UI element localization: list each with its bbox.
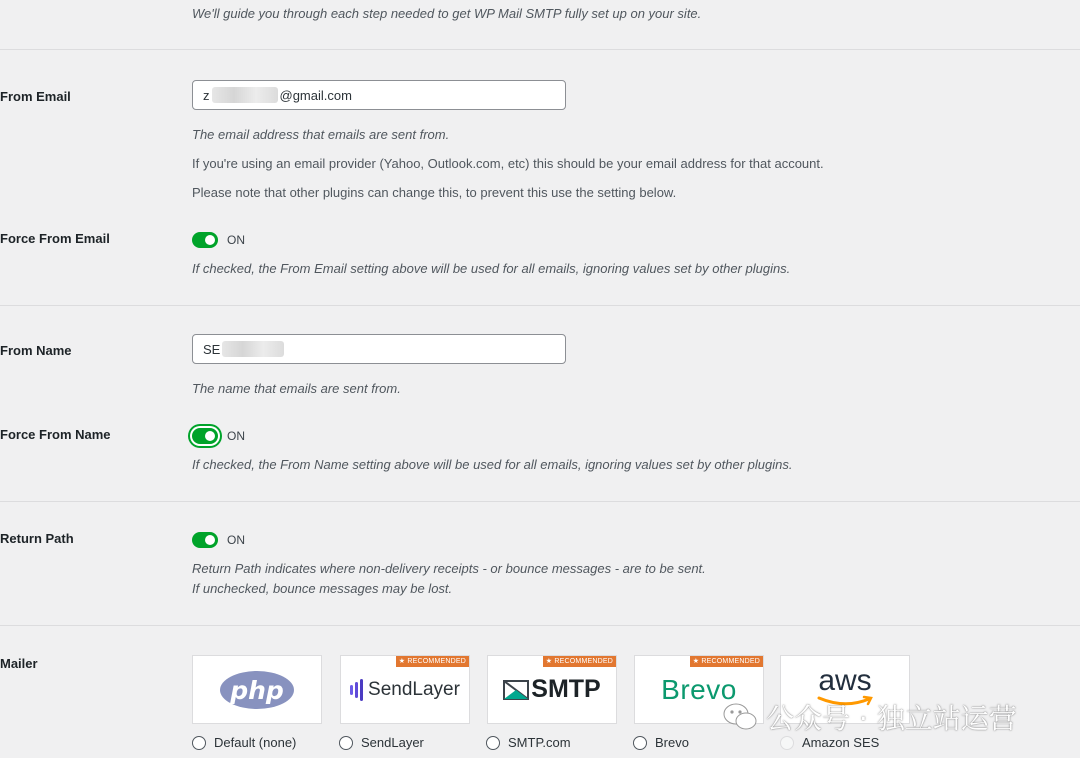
smtp-logo-text: SMTP: [531, 675, 601, 703]
from-name-label: From Name: [0, 343, 72, 358]
smtp-logo-icon: [488, 656, 616, 723]
return-path-desc-2: If unchecked, bounce messages may be lost.: [192, 581, 453, 596]
recommended-badge-text: RECOMMENDED: [554, 658, 613, 665]
return-path-label: Return Path: [0, 531, 74, 546]
from-email-value-suffix: @gmail.com: [279, 87, 352, 103]
force-from-email-toggle[interactable]: [192, 232, 218, 248]
from-email-label: From Email: [0, 89, 71, 104]
redacted-blur: [222, 341, 284, 357]
force-from-name-desc: If checked, the From Name setting above will be used for all emails, ignoring values set by other plugins.: [192, 457, 793, 472]
mailer-option-sendlayer[interactable]: [339, 735, 424, 750]
return-path-desc-1: Return Path indicates where non-delivery receipts - or bounce messages - are to be sent.: [192, 561, 706, 576]
aws-logo-text: aws: [818, 663, 872, 697]
force-from-email-desc: If checked, the From Email setting above will be used for all emails, ignoring values set by other plugins.: [192, 261, 791, 276]
section-divider: [0, 625, 1080, 626]
from-email-input[interactable]: [192, 80, 566, 110]
mailer-option-default[interactable]: [192, 735, 296, 750]
sendlayer-logo-icon: [341, 656, 469, 723]
watermark: [722, 697, 1017, 737]
from-name-desc: The name that emails are sent from.: [192, 381, 401, 396]
recommended-badge: ★ RECOMMENDED: [396, 656, 469, 667]
wechat-icon: [722, 701, 758, 733]
radio-button[interactable]: [780, 736, 794, 750]
brevo-logo-text: Brevo: [661, 673, 737, 705]
recommended-badge: ★ RECOMMENDED: [543, 656, 616, 667]
recommended-badge-text: RECOMMENDED: [407, 658, 466, 665]
force-from-name-label: Force From Name: [0, 427, 111, 442]
intro-text: We'll guide you through each step needed to get WP Mail SMTP fully set up on your site.: [192, 6, 702, 21]
from-name-value-prefix: SE: [203, 341, 221, 357]
radio-button[interactable]: [486, 736, 500, 750]
mailer-card-smtp[interactable]: [487, 655, 617, 724]
redacted-blur: [212, 87, 278, 103]
return-path-toggle[interactable]: [192, 532, 218, 548]
section-divider: [0, 501, 1080, 502]
php-logo-text: php: [230, 675, 284, 705]
toggle-knob: [205, 431, 215, 441]
mailer-label: Mailer: [0, 656, 38, 671]
from-email-desc-1: The email address that emails are sent from.: [192, 127, 450, 142]
force-from-name-toggle-row: [192, 428, 245, 444]
mailer-option-brevo[interactable]: [633, 735, 689, 750]
mailer-card-sendlayer[interactable]: [340, 655, 470, 724]
return-path-state: ON: [227, 533, 245, 547]
sendlayer-logo-text: SendLayer: [368, 678, 460, 700]
mailer-option-label: Default (none): [214, 735, 297, 750]
return-path-toggle-row: [192, 532, 245, 548]
toggle-knob: [205, 535, 215, 545]
section-divider: [0, 305, 1080, 306]
from-name-input[interactable]: [192, 334, 566, 364]
from-email-value-prefix: z: [203, 87, 210, 103]
force-from-name-state: ON: [227, 429, 245, 443]
from-email-desc-3: Please note that other plugins can change this, to prevent this use the setting below.: [192, 185, 677, 200]
watermark-text: 公众号 · 独立站运营: [766, 702, 1017, 735]
mailer-option-aws[interactable]: [780, 735, 879, 750]
mailer-option-label: Brevo: [655, 735, 689, 750]
from-email-desc-2: If you're using an email provider (Yahoo, Outlook.com, etc) this should be your email address for that account.: [192, 156, 824, 171]
force-from-email-toggle-row: [192, 232, 245, 248]
radio-button[interactable]: [633, 736, 647, 750]
php-logo-icon: [193, 656, 321, 723]
radio-button[interactable]: [192, 736, 206, 750]
force-from-email-label: Force From Email: [0, 231, 110, 246]
force-from-email-state: ON: [227, 233, 245, 247]
toggle-knob: [205, 235, 215, 245]
mailer-option-smtp[interactable]: [486, 735, 571, 750]
mailer-option-label: SMTP.com: [508, 735, 571, 750]
section-divider: [0, 49, 1080, 50]
recommended-badge: ★ RECOMMENDED: [690, 656, 763, 667]
radio-button[interactable]: [339, 736, 353, 750]
mailer-option-label: SendLayer: [361, 735, 424, 750]
force-from-name-toggle[interactable]: [192, 428, 218, 444]
recommended-badge-text: RECOMMENDED: [701, 658, 760, 665]
mailer-option-label: Amazon SES: [802, 735, 880, 750]
mailer-card-php[interactable]: [192, 655, 322, 724]
